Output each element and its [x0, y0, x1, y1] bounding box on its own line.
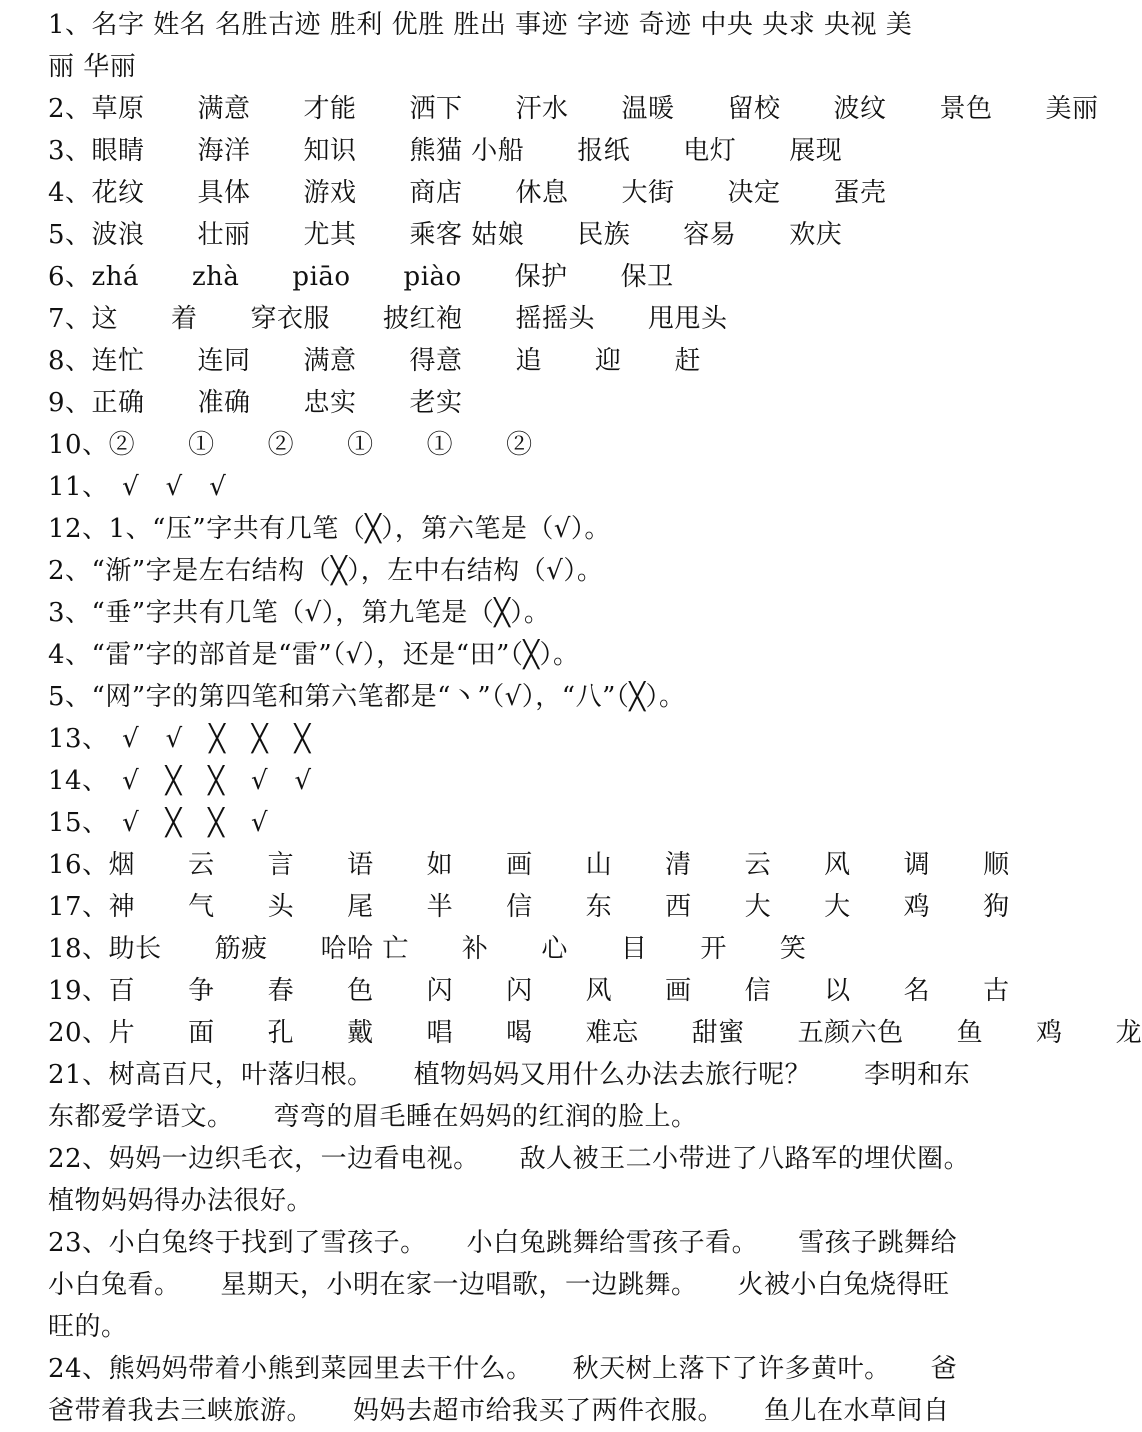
answer-line: 6、zhá zhà piāo piào 保护 保卫 — [48, 262, 674, 292]
answer-line: 旺的。 — [48, 1312, 128, 1342]
answer-line: 20、片 面 孔 戴 唱 喝 难忘 甜蜜 五颜六色 鱼 鸡 龙 — [48, 1018, 1142, 1048]
answer-line: 15、 √ ╳ ╳ √ — [48, 808, 269, 838]
answer-line: 东都爱学语文。 弯弯的眉毛睡在妈妈的红润的脸上。 — [48, 1102, 698, 1132]
answer-line: 10、② ① ② ① ① ② — [48, 430, 533, 460]
answer-line: 9、正确 准确 忠实 老实 — [48, 388, 463, 418]
answer-line: 丽 华丽 — [48, 52, 137, 82]
answer-line: 13、 √ √ ╳ ╳ ╳ — [48, 724, 311, 754]
answer-line: 3、眼睛 海洋 知识 熊猫 小船 报纸 电灯 展现 — [48, 136, 843, 166]
answer-line: 8、连忙 连同 满意 得意 追 迎 赶 — [48, 346, 702, 376]
answer-line: 3、“垂”字共有几笔（√），第九笔是（╳）。 — [48, 598, 551, 628]
answer-line: 24、熊妈妈带着小熊到菜园里去干什么。 秋天树上落下了许多黄叶。 爸 — [48, 1354, 958, 1384]
answer-line: 4、花纹 具体 游戏 商店 休息 大街 决定 蛋壳 — [48, 178, 887, 208]
answer-line: 爸带着我去三峡旅游。 妈妈去超市给我买了两件衣服。 鱼儿在水草间自 — [48, 1396, 950, 1426]
answer-line: 18、助长 筋疲 哈哈 亡 补 心 目 开 笑 — [48, 934, 807, 964]
answer-line: 22、妈妈一边织毛衣，一边看电视。 敌人被王二小带进了八路军的埋伏圈。 — [48, 1144, 971, 1174]
answer-line: 7、这 着 穿衣服 披红袍 摇摇头 甩甩头 — [48, 304, 728, 334]
answer-line: 23、小白兔终于找到了雪孩子。 小白兔跳舞给雪孩子看。 雪孩子跳舞给 — [48, 1228, 958, 1258]
answer-line: 12、1、“压”字共有几笔（╳），第六笔是（√）。 — [48, 514, 611, 544]
answer-line: 16、烟 云 言 语 如 画 山 清 云 风 调 顺 — [48, 850, 1010, 880]
answer-line: 植物妈妈得办法很好。 — [48, 1186, 314, 1216]
answer-line: 11、 √ √ √ — [48, 472, 227, 502]
answer-line: 14、 √ ╳ ╳ √ √ — [48, 766, 312, 796]
answer-line: 2、草原 满意 才能 洒下 汗水 温暖 留校 波纹 景色 美丽 — [48, 94, 1099, 124]
answer-line: 2、“渐”字是左右结构（╳），左中右结构（√）。 — [48, 556, 604, 586]
answer-line: 4、“雷”字的部首是“雷”（√），还是“田”（╳）。 — [48, 640, 580, 670]
answer-line: 21、树高百尺，叶落归根。 植物妈妈又用什么办法去旅行呢？ 李明和东 — [48, 1060, 971, 1090]
answer-line: 5、波浪 壮丽 尤其 乘客 姑娘 民族 容易 欢庆 — [48, 220, 843, 250]
answer-line: 1、名字 姓名 名胜古迹 胜利 优胜 胜出 事迹 字迹 奇迹 中央 央求 央视 美 — [48, 10, 913, 40]
answer-line: 小白兔看。 星期天，小明在家一边唱歌，一边跳舞。 火被小白兔烧得旺 — [48, 1270, 950, 1300]
answer-line: 19、百 争 春 色 闪 闪 风 画 信 以 名 古 — [48, 976, 1010, 1006]
answer-line: 5、“网”字的第四笔和第六笔都是“丶”（√），“八”（╳）。 — [48, 682, 686, 712]
answer-line: 17、神 气 头 尾 半 信 东 西 大 大 鸡 狗 — [48, 892, 1010, 922]
